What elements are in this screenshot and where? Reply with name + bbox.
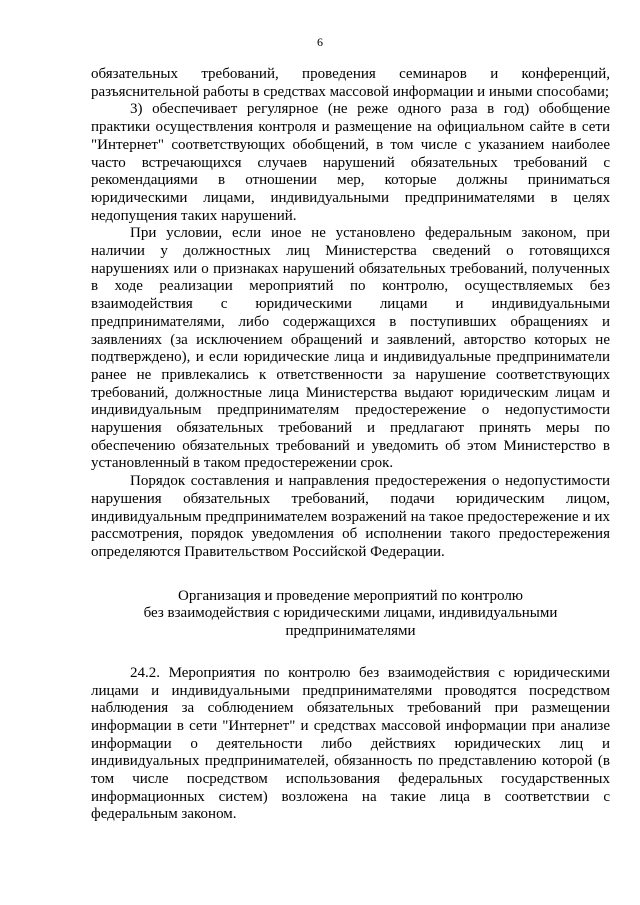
paragraph-warning-conditions: При условии, если иное не установлено федеральным законом, при наличии у должностных лиц Министерства сведений о готовящихся нарушениях или о признаках нарушений обязательных требований, полученных в ходе реализации мероприятий по контролю, осуществляемых без взаимодействия с юридическими лицами и индивидуальными предпринимателями, либо содержащихся в поступивших обращениях и заявлениях (за исключением обращений и заявлений, авторство которых не подтверждено), и если юридические лица и индивидуальные предприниматели ранее не привлекались к ответственности за нарушение соответствующих требований, должностные лица Министерства выдают юридическим лицам и индивидуальным предпринимателям предостережение о недопустимости нарушения обязательных требований и предлагают принять меры по обеспечению обязательных требований и уведомить об этом Министерство в установленный в таком предостережении срок. — [91, 225, 610, 472]
paragraph-24-2: 24.2. Мероприятия по контролю без взаимодействия с юридическими лицами и индивидуальными предпринимателями проводятся посредством наблюдения за соблюдением обязательных требований при размещении информации в сети "Интернет" и средствах массовой информации при анализе информации о деятельности либо действиях юридических лиц и индивидуальных предпринимателей, обязанность по представлению которой (в том числе посредством использования федеральных государственных информационных систем) возложена на такие лица в соответствии с федеральным законом. — [91, 664, 610, 823]
paragraph-continuation: обязательных требований, проведения семинаров и конференций, разъяснительной работы в средствах массовой информации и иными способами; — [91, 66, 610, 100]
document-body — [91, 66, 610, 824]
paragraph-item-3: 3) обеспечивает регулярное (не реже одного раза в год) обобщение практики осуществления контроля и размещение на официальном сайте в сети "Интернет" соответствующих обобщений, в том числе с указанием наиболее часто встречающихся случаев нарушений обязательных требований с рекомендациями в отношении мер, которые должны приниматься юридическими лицами, индивидуальными предпринимателями в целях недопущения таких нарушений. — [91, 101, 610, 224]
section-heading-line-2: без взаимодействия с юридическими лицами, индивидуальными — [143, 605, 558, 622]
page-number: 6 — [317, 35, 323, 49]
paragraph-warning-procedure: Порядок составления и направления предостережения о недопустимости нарушения обязательных требований, подачи юридическим лицом, индивидуальным предпринимателем возражений на такое предостережение и их рассмотрения, порядок уведомления об исполнении такого предостережения определяются Правительством Российской Федерации. — [91, 473, 610, 560]
section-heading — [91, 588, 610, 641]
section-heading-line-3: предпринимателями — [285, 623, 416, 640]
section-heading-line-1: Организация и проведение мероприятий по контролю — [177, 587, 524, 604]
